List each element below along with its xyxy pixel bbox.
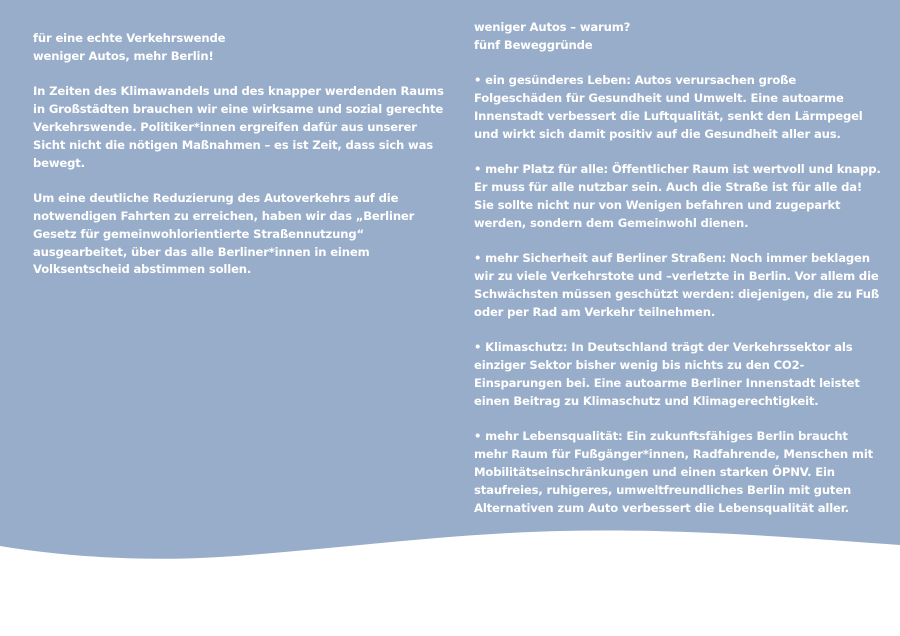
- right-headline: [474, 19, 884, 55]
- left-headline-line-2: weniger Autos, mehr Berlin!: [33, 48, 214, 63]
- point-quality-of-life: • mehr Lebensqualität: Ein zukunftsfähiges Berlin braucht mehr Raum für Fußgänger*innen, Radfahrende, Menschen mit Mobilitätseinschränkungen und einen starken ÖPNV. Ein staufreies, ruhigeres, umweltfreundliches Berlin mit guten Alternativen zum Auto verbessert die Lebensqualität aller.: [474, 429, 874, 515]
- point-healthier-life: • ein gesünderes Leben: Autos verursachen große Folgeschäden für Gesundheit und Umwelt. Eine autoarme Innenstadt verbessert die Luftqualität, senkt den Lärmpegel und wirkt sich damit positiv auf die Gesundheit aller aus.: [474, 73, 863, 141]
- point-climate-protection: • Klimaschutz: In Deutschland trägt der Verkehrssektor als einziger Sektor bisher wenig bis nichts zu den CO2-Einsparungen bei. Eine autoarme Berliner Innenstadt leistet einen Beitrag zu Klimaschutz und Klimagerechtigkeit.: [474, 340, 860, 408]
- point-more-space: • mehr Platz für alle: Öffentlicher Raum ist wertvoll und knapp. Er muss für alle nutzbar sein. Auch die Straße ist für alle da! Sie sollte nicht nur von Wenigen befahren und zugeparkt werden, sondern dem Gemeinwohl dienen.: [474, 162, 881, 230]
- right-column: [474, 19, 884, 535]
- left-headline: [33, 30, 445, 66]
- right-headline-line-2: fünf Beweggründe: [474, 37, 593, 52]
- right-headline-line-1: weniger Autos – warum?: [474, 20, 631, 34]
- left-paragraph-1: In Zeiten des Klimawandels und des knapper werdenden Raums in Großstädten brauchen wir eine wirksame und sozial gerechte Verkehrswende. Politiker*innen ergreifen dafür aus unserer Sicht nicht die nötigen Maßnahmen – es ist Zeit, dass sich was bewegt.: [33, 84, 444, 170]
- left-paragraph-2: Um eine deutliche Reduzierung des Autoverkehrs auf die notwendigen Fahrten zu erreichen, haben wir das „Berliner Gesetz für gemeinwohlorientierte Straßennutzung“ ausgearbeitet, über das alle Berliner*innen in einem Volksentscheid abstimmen sollen.: [33, 191, 415, 277]
- left-headline-line-1: für eine echte Verkehrswende: [33, 31, 226, 45]
- left-column: [33, 30, 445, 297]
- point-more-safety: • mehr Sicherheit auf Berliner Straßen: Noch immer beklagen wir zu viele Verkehrstote und –verletzte in Berlin. Vor allem die Schwächsten müssen geschützt werden: diejenigen, die zu Fuß oder per Rad am Verkehr teilnehmen.: [474, 251, 880, 319]
